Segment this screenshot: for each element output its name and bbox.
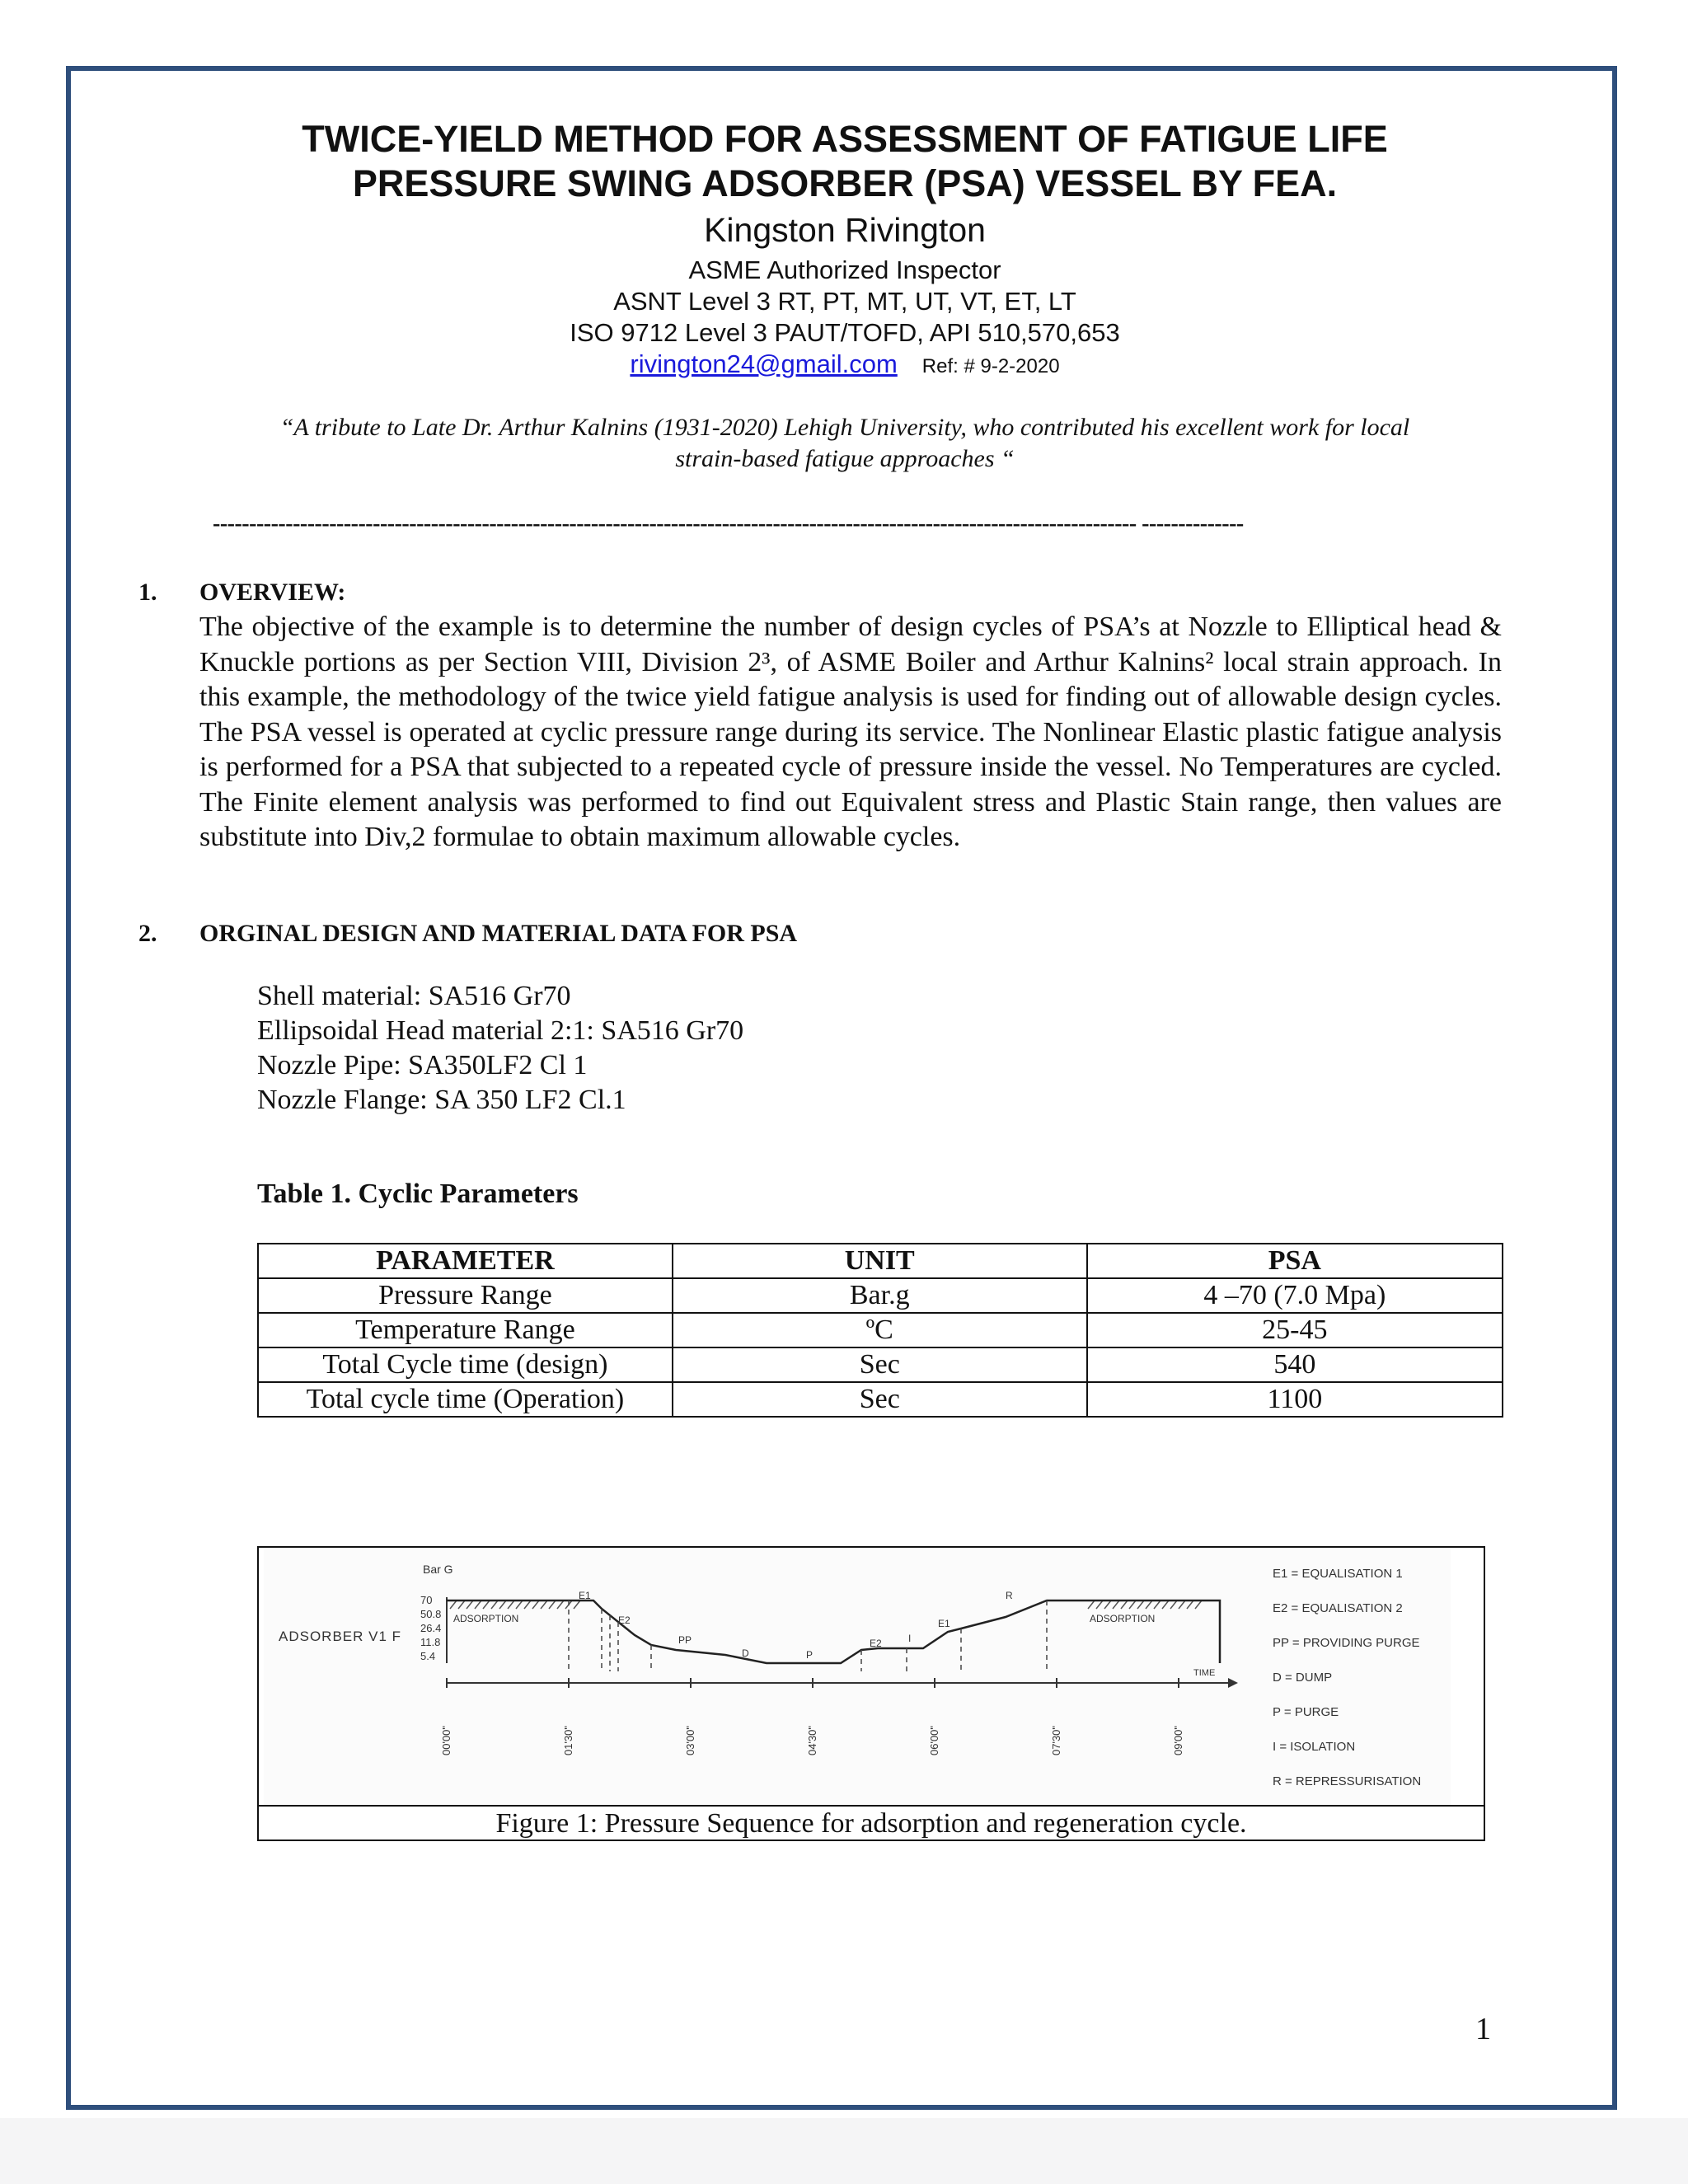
phase-label: E1 — [938, 1618, 950, 1629]
page-number: 1 — [1475, 2012, 1491, 2046]
legend-item: P = PURGE — [1273, 1705, 1339, 1719]
legend-item: E1 = EQUALISATION 1 — [1273, 1567, 1403, 1581]
material-head: Ellipsoidal Head material 2:1: SA516 Gr70 — [257, 1015, 744, 1046]
table-row — [258, 1347, 1503, 1382]
cyclic-parameters-table — [257, 1243, 1503, 1418]
page-margin — [0, 2118, 1688, 2184]
y-tick-label: 11.8 — [420, 1636, 441, 1648]
time-tick-label: 03'00" — [684, 1725, 696, 1755]
time-label: TIME — [1193, 1668, 1216, 1678]
time-axis-arrow — [1228, 1678, 1238, 1688]
time-tick-label: 04'30" — [806, 1725, 818, 1755]
y-tick-label: 26.4 — [420, 1622, 442, 1634]
table-row — [258, 1313, 1503, 1347]
phase-dividers — [569, 1601, 1047, 1671]
section-2-number: 2. — [138, 920, 157, 947]
affiliation-2: ASNT Level 3 RT, PT, MT, UT, VT, ET, LT — [613, 287, 1076, 316]
y-tick-label: 5.4 — [420, 1650, 436, 1662]
table-cell: 25-45 — [1087, 1313, 1503, 1347]
email-link[interactable]: rivington24@gmail.com — [630, 349, 898, 378]
phase-label: E2 — [618, 1615, 631, 1626]
table-cell: Total Cycle time (design) — [258, 1347, 673, 1382]
separator-line: ------------------------------------------------------------------------------------------------------------------------------- -------------- — [213, 511, 1244, 537]
table-cell: Bar.g — [673, 1278, 1087, 1313]
section-2-heading: ORGINAL DESIGN AND MATERIAL DATA FOR PSA — [199, 920, 798, 947]
table-cell: Temperature Range — [258, 1313, 673, 1347]
section-1-number: 1. — [138, 579, 157, 606]
material-nozzle-pipe: Nozzle Pipe: SA350LF2 Cl 1 — [257, 1050, 588, 1080]
table-row — [258, 1382, 1503, 1417]
legend-item: D = DUMP — [1273, 1671, 1333, 1685]
table-cell: 1100 — [1087, 1382, 1503, 1417]
column-header-parameter: PARAMETER — [258, 1244, 673, 1278]
affiliation-1: ASME Authorized Inspector — [688, 255, 1001, 284]
table-cell: Sec — [673, 1382, 1087, 1417]
phase-label: P — [806, 1649, 814, 1661]
adsorption-hatch — [450, 1601, 1202, 1609]
tribute-quote-line-2: strain-based fatigue approaches “ — [675, 445, 1015, 472]
table-cell: 540 — [1087, 1347, 1503, 1382]
table-cell: Pressure Range — [258, 1278, 673, 1313]
material-shell: Shell material: SA516 Gr70 — [257, 981, 571, 1011]
time-tick-label: 07'30" — [1050, 1725, 1062, 1755]
time-tick-label: 01'30" — [562, 1725, 574, 1755]
table-row — [258, 1278, 1503, 1313]
legend-item: PP = PROVIDING PURGE — [1273, 1636, 1420, 1650]
column-header-psa: PSA — [1087, 1244, 1503, 1278]
reference-number: Ref: # 9-2-2020 — [921, 355, 1060, 377]
table-caption: Table 1. Cyclic Parameters — [257, 1179, 579, 1209]
material-nozzle-flange: Nozzle Flange: SA 350 LF2 Cl.1 — [257, 1085, 626, 1115]
phase-label: D — [742, 1647, 749, 1659]
time-tick-label: 06'00" — [928, 1725, 940, 1755]
affiliation-3: ISO 9712 Level 3 PAUT/TOFD, API 510,570,653 — [570, 318, 1120, 347]
time-tick-label: 00'00" — [440, 1725, 452, 1755]
author-name: Kingston Rivington — [704, 211, 986, 249]
phase-label: PP — [678, 1634, 692, 1646]
table-cell: Total cycle time (Operation) — [258, 1382, 673, 1417]
overview-paragraph: The objective of the example is to determine the number of design cycles of PSA’s at Nozzle to Elliptical head & Knuckle portions as per Section VIII, Division 2³, of ASME Boiler and Arthur Kalnins² local strain approach. In this example, the methodology of the twice yield fatigue analysis is used for finding out of allowable design cycles. The PSA vessel is operated at cyclic pressure range during its service. The Nonlinear Elastic plastic fatigue analysis is performed for a PSA that subjected to a repeated cycle of pressure inside the vessel. No Temperatures are cycled. The Finite element analysis was performed to find out Equivalent stress and Plastic Stain range, then values are substitute into Div,2 formulae to obtain maximum allowable cycles. — [199, 612, 1502, 852]
phase-label: E1 — [579, 1590, 591, 1601]
phase-label: R — [1006, 1590, 1013, 1601]
legend-item: R = REPRESSURISATION — [1273, 1774, 1422, 1788]
table-cell: 4 –70 (7.0 Mpa) — [1087, 1278, 1503, 1313]
figure-legend — [1273, 1567, 1421, 1788]
paper-title-line-1: TWICE-YIELD METHOD FOR ASSESSMENT OF FATIGUE LIFE — [302, 118, 1388, 160]
adsorber-label: ADSORBER V1 F — [279, 1629, 402, 1644]
column-header-unit: UNIT — [673, 1244, 1087, 1278]
table-header-row — [258, 1244, 1503, 1278]
legend-item: E2 = EQUALISATION 2 — [1273, 1601, 1403, 1615]
phase-label: ADSORPTION — [1090, 1613, 1156, 1624]
y-tick-label: 70 — [420, 1594, 433, 1606]
y-tick-label: 50.8 — [420, 1608, 442, 1620]
figure-caption: Figure 1: Pressure Sequence for adsorption and regeneration cycle. — [257, 1805, 1485, 1841]
time-tick-label: 09'00" — [1172, 1725, 1184, 1755]
phase-label: I — [908, 1633, 912, 1644]
contact-line — [165, 349, 1525, 379]
phase-label: E2 — [870, 1638, 882, 1649]
unit-label: Bar G — [423, 1563, 453, 1576]
table-cell: ºC — [673, 1313, 1087, 1347]
pressure-sequence-figure — [264, 1549, 1451, 1805]
legend-item: I = ISOLATION — [1273, 1740, 1356, 1754]
section-1-heading: OVERVIEW: — [199, 579, 346, 606]
phase-label: ADSORPTION — [453, 1613, 519, 1624]
tribute-quote-line-1: “A tribute to Late Dr. Arthur Kalnins (1931-2020) Lehigh University, who contributed his excellent work for local — [279, 414, 1410, 441]
pressure-sequence-line — [447, 1601, 1220, 1663]
table-cell: Sec — [673, 1347, 1087, 1382]
paper-title-line-2: PRESSURE SWING ADSORBER (PSA) VESSEL BY FEA. — [352, 162, 1338, 204]
